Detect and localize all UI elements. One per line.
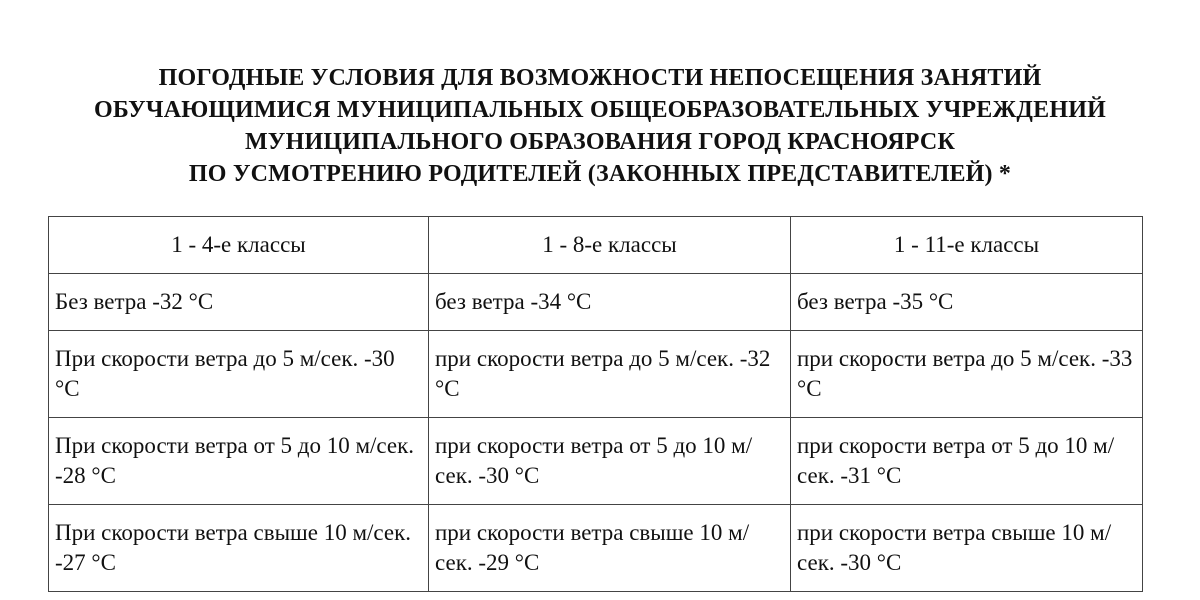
title-line-2: ОБУЧАЮЩИМИСЯ МУНИЦИПАЛЬНЫХ ОБЩЕОБРАЗОВАТЕЛЬНЫХ УЧРЕЖДЕНИЙ bbox=[94, 97, 1106, 123]
table-row bbox=[49, 274, 1143, 331]
header-grades-1-11: 1 - 11-е классы bbox=[791, 217, 1143, 274]
table-cell: При скорости ветра свыше 10 м/сек. -27 °С bbox=[49, 505, 429, 592]
table-header-row bbox=[49, 217, 1143, 274]
table-row bbox=[49, 418, 1143, 505]
table-cell: без ветра -35 °С bbox=[791, 274, 1143, 331]
table-row bbox=[49, 331, 1143, 418]
header-grades-1-4: 1 - 4-е классы bbox=[49, 217, 429, 274]
table-cell: При скорости ветра до 5 м/сек. -30 °С bbox=[49, 331, 429, 418]
table-cell: при скорости ветра от 5 до 10 м/сек. -31 °С bbox=[791, 418, 1143, 505]
title-line-4: ПО УСМОТРЕНИЮ РОДИТЕЛЕЙ (ЗАКОННЫХ ПРЕДСТАВИТЕЛЕЙ) * bbox=[188, 161, 1012, 187]
table-cell: При скорости ветра от 5 до 10 м/сек. -28 °С bbox=[49, 418, 429, 505]
header-grades-1-8: 1 - 8-е классы bbox=[429, 217, 791, 274]
table-cell: при скорости ветра свыше 10 м/сек. -30 °С bbox=[791, 505, 1143, 592]
table-cell: при скорости ветра свыше 10 м/сек. -29 °С bbox=[429, 505, 791, 592]
table-row bbox=[49, 505, 1143, 592]
table-cell: Без ветра -32 °С bbox=[49, 274, 429, 331]
weather-conditions-table bbox=[48, 216, 1143, 592]
table-cell: без ветра -34 °С bbox=[429, 274, 791, 331]
title-line-1: ПОГОДНЫЕ УСЛОВИЯ ДЛЯ ВОЗМОЖНОСТИ НЕПОСЕЩЕНИЯ ЗАНЯТИЙ bbox=[158, 65, 1042, 91]
table-cell: при скорости ветра до 5 м/сек. -33 °С bbox=[791, 331, 1143, 418]
table-cell: при скорости ветра до 5 м/сек. -32 °С bbox=[429, 331, 791, 418]
table-cell: при скорости ветра от 5 до 10 м/сек. -30 °С bbox=[429, 418, 791, 505]
document-title bbox=[0, 62, 1200, 190]
title-line-3: МУНИЦИПАЛЬНОГО ОБРАЗОВАНИЯ ГОРОД КРАСНОЯРСК bbox=[244, 129, 956, 155]
